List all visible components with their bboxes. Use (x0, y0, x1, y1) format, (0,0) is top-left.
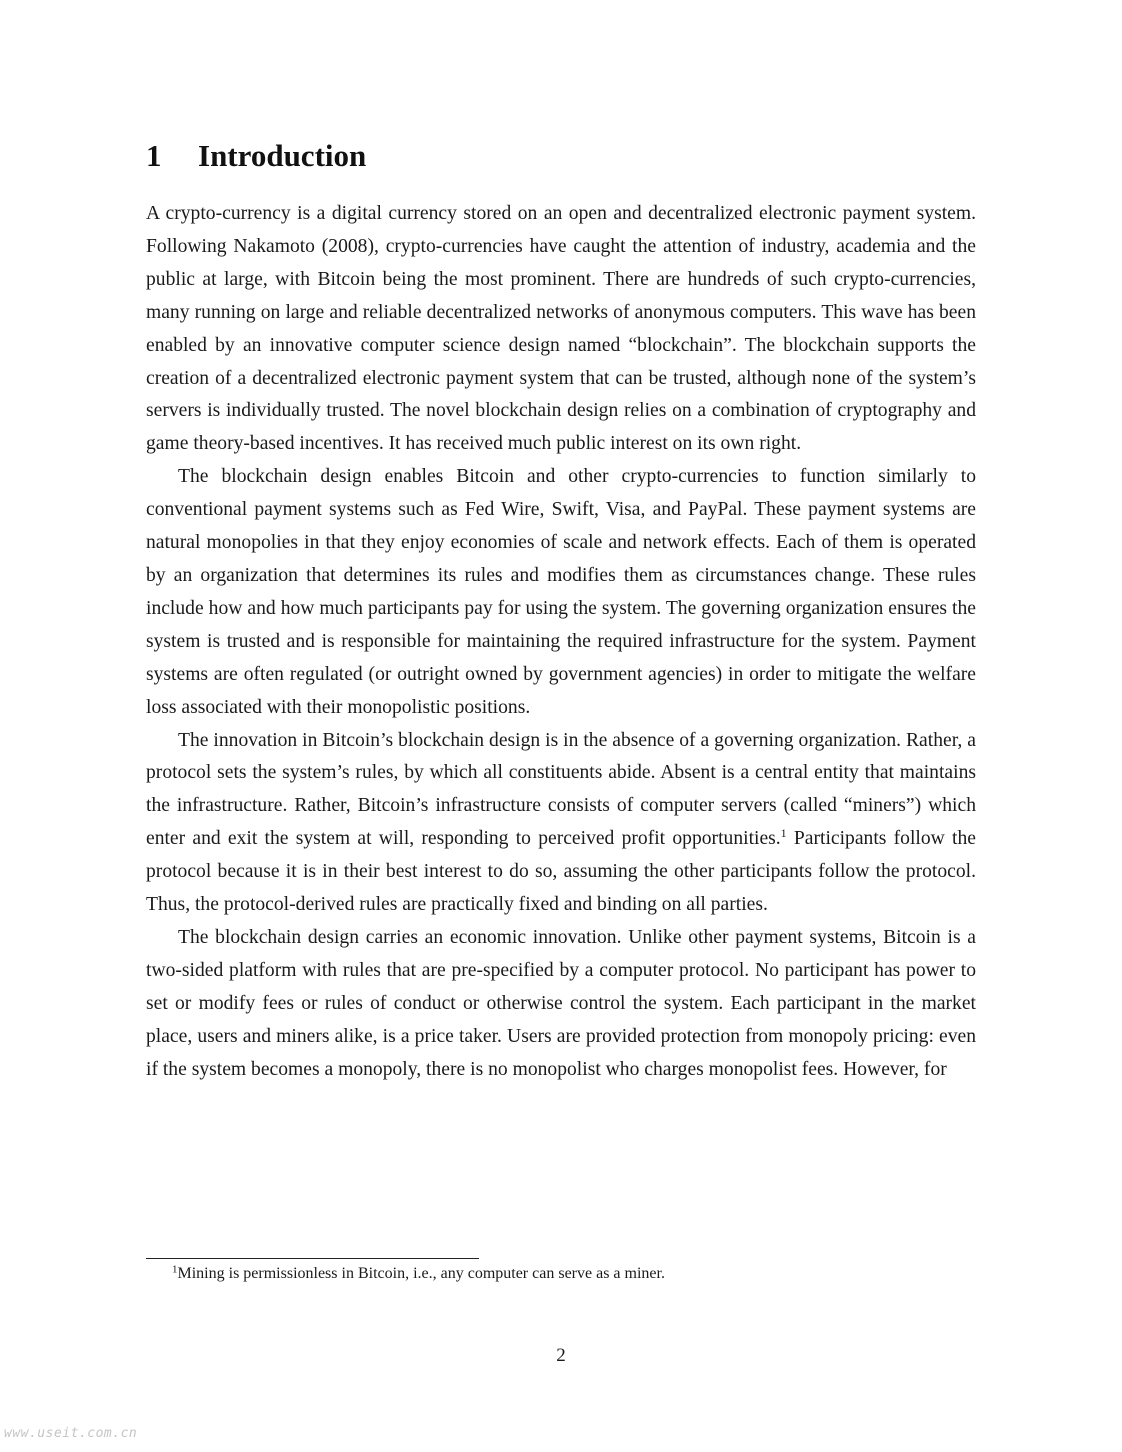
paragraph-4: The blockchain design carries an economic innovation. Unlike other payment systems, Bitcoin is a two-sided platform with rules that are pre-specified by a computer protocol. No participant has power to set or modify fees or rules of conduct or otherwise control the system. Each participant in the market place, users and miners alike, is a price taker. Users are provided protection from monopoly pricing: even if the system becomes a monopoly, there is no monopolist who charges monopolist fees. However, for (146, 926, 976, 1080)
watermark: www.useit.com.cn (4, 1426, 138, 1441)
page-number: 2 (556, 1345, 566, 1366)
paragraph-3 (146, 725, 976, 922)
section-title: Introduction (198, 138, 367, 173)
paragraph-1: A crypto-currency is a digital currency stored on an open and decentralized electronic payment system. Following Nakamoto (2008), crypto-currencies have caught the attention of industry, academia and the public at large, with Bitcoin being the most prominent. There are hundreds of such crypto-currencies, many running on large and reliable decentralized networks of anonymous computers. This wave has been enabled by an innovative computer science design named “blockchain”. The blockchain supports the creation of a decentralized electronic payment system that can be trusted, although none of the system’s servers is individually trusted. The novel blockchain design relies on a combination of cryptography and game theory-based incentives. It has received much public interest on its own right. (146, 203, 976, 455)
paragraph-2: The blockchain design enables Bitcoin and other crypto-currencies to function similarly to conventional payment systems such as Fed Wire, Swift, Visa, and PayPal. These payment systems are natural monopolies in that they enjoy economies of scale and network effects. Each of them is operated by an organization that determines its rules and modifies them as circumstances change. These rules include how and how much participants pay for using the system. The governing organization ensures the system is trusted and is responsible for maintaining the required infrastructure for the system. Payment systems are often regulated (or outright owned by government agencies) in order to mitigate the welfare loss associated with their monopolistic positions. (146, 466, 976, 718)
section-heading (146, 136, 366, 176)
footnote-text: Mining is permissionless in Bitcoin, i.e., any computer can serve as a miner. (177, 1265, 665, 1282)
footnote-reference-1[interactable]: 1 (780, 826, 787, 841)
footnote-divider (146, 1258, 479, 1259)
paragraph-3-text-before-note: The innovation in Bitcoin’s blockchain design is in the absence of a governing organization. Rather, a protocol sets the system’s rules, by which all constituents abide. Absent is a central entity that maintains the infrastructure. Rather, Bitcoin’s infrastructure consists of computer servers (called “miners”) which enter and exit the system at will, responding to perceived profit opportunities. (146, 729, 976, 850)
paragraph-3-text-after-note: Participants follow the protocol because it is in their best interest to do so, assuming the other participants follow the protocol. Thus, the protocol-derived rules are practically fixed and binding on all parties. (146, 828, 976, 916)
body-text (146, 198, 976, 1086)
footnote-mark: 1 (172, 1263, 178, 1276)
section-number: 1 (146, 138, 162, 173)
footnote-1 (172, 1263, 972, 1285)
